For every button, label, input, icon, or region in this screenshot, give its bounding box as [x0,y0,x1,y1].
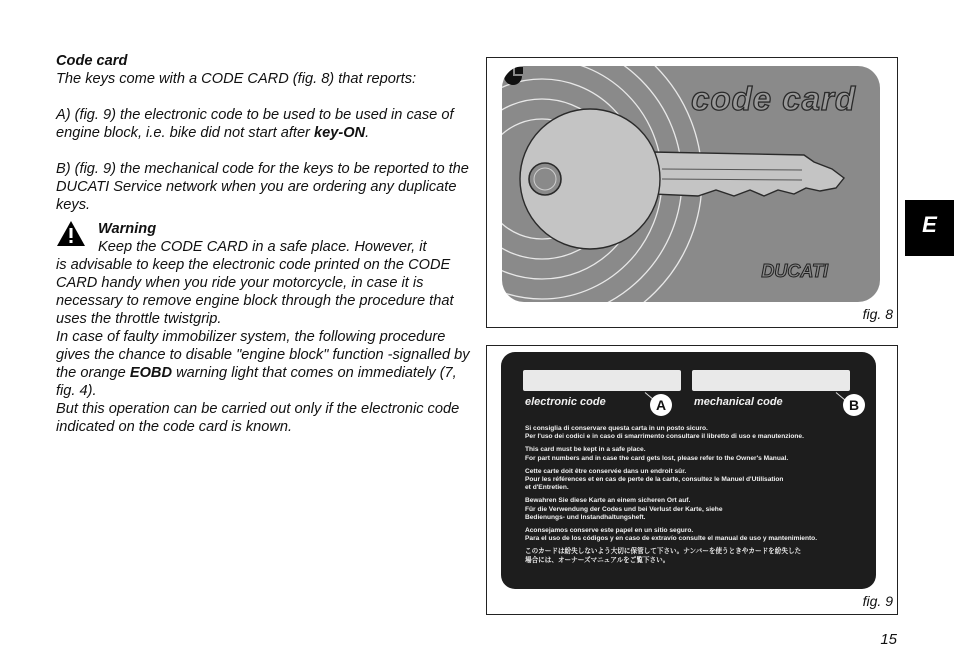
warning-block [56,220,470,328]
warning-title: Warning [98,221,157,237]
note-japanese: このカードは紛失しないよう大切に保管して下さい。ナンバーを使うときやカードを紛失した 場合には、オーナーズマニュアルをご覧下さい。 [525,548,802,564]
note-french: Cette carte doit être conservée dans un endroit sûr. Pour les références et en cas de perte de la carte, consultez le Manuel d'Utilisation et d'Entretien. [525,467,784,492]
para2-suffix: warning light that comes on immediately (7, fig. 4). [56,365,457,399]
condition-text: But this operation can be carried out only if the electronic code indicated on the code card is known. [56,401,460,435]
language-tab-label: E [922,212,937,237]
ducati-brand: DUCATI [761,261,828,281]
mechanical-code-field [692,370,850,391]
code-card-front-image [502,66,880,302]
manual-text-column [56,52,470,436]
code-card-back-image [501,352,876,589]
code-card-title: code card [691,80,856,117]
item-b-text: B) (fig. 9) the mechanical code for the keys to be reported to the DUCATI Service network when you are ordering any duplicate keys. [56,161,469,213]
card-instructions [525,425,870,570]
eobd-term: EOBD [129,365,173,381]
item-a-prefix: A) (fig. 9) the electronic code to be used to be used in case of engine block, i.e. bike did not start after [56,107,454,141]
intro-text: The keys come with a CODE CARD (fig. 8) that reports: [56,71,417,87]
warning-triangle-icon [56,220,86,247]
warning-first-line: Keep the CODE CARD in a safe place. However, it [98,239,427,255]
fig-9-caption: fig. 9 [862,593,893,609]
ducati-logo-icon [502,66,524,86]
item-a-suffix: . [365,125,370,141]
faulty-immobilizer-text [56,328,470,400]
para2-prefix: In case of faulty immobilizer system, the following procedure gives the chance to disable "engine block" function -signalled by the orange [56,329,470,381]
page-number: 15 [880,631,897,648]
item-a-text [56,106,470,142]
fig-8-caption: fig. 8 [862,306,893,322]
electronic-code-label: electronic code [525,396,606,408]
note-english: This card must be kept in a safe place. For part numbers and in case the card gets lost, please refer to the Owner's Manual. [525,446,789,462]
marker-a: A [650,394,672,416]
note-spanish: Aconsejamos conserve este papel en un sitio seguro. Para el uso de los códigos y en caso de extravío consulte el manual de uso y mantenimiento. [525,527,818,543]
mechanical-code-label: mechanical code [694,396,783,408]
note-german: Bewahren Sie diese Karte an einem sicheren Ort auf. Für die Verwendung der Codes und bei Verlust der Karte, siehe Bedienungs- und Instandhaltungsheft. [525,497,723,522]
key-on-term: key-ON [313,125,366,141]
warning-text: is advisable to keep the electronic code printed on the CODE CARD handy when you ride your motorcycle, in case it is necessary to remove engine block through the procedure that uses the throttle twistgrip. [56,257,454,327]
electronic-code-field [523,370,681,391]
section-heading: Code card [56,53,128,69]
figure-8 [486,57,898,328]
language-tab [905,200,954,256]
figure-9 [486,345,898,615]
marker-b: B [843,394,865,416]
note-italian: Si consiglia di conservare questa carta in un posto sicuro. Per l'uso dei codici e in caso di smarrimento consultare il libretto di uso e manutenzione. [525,425,804,441]
